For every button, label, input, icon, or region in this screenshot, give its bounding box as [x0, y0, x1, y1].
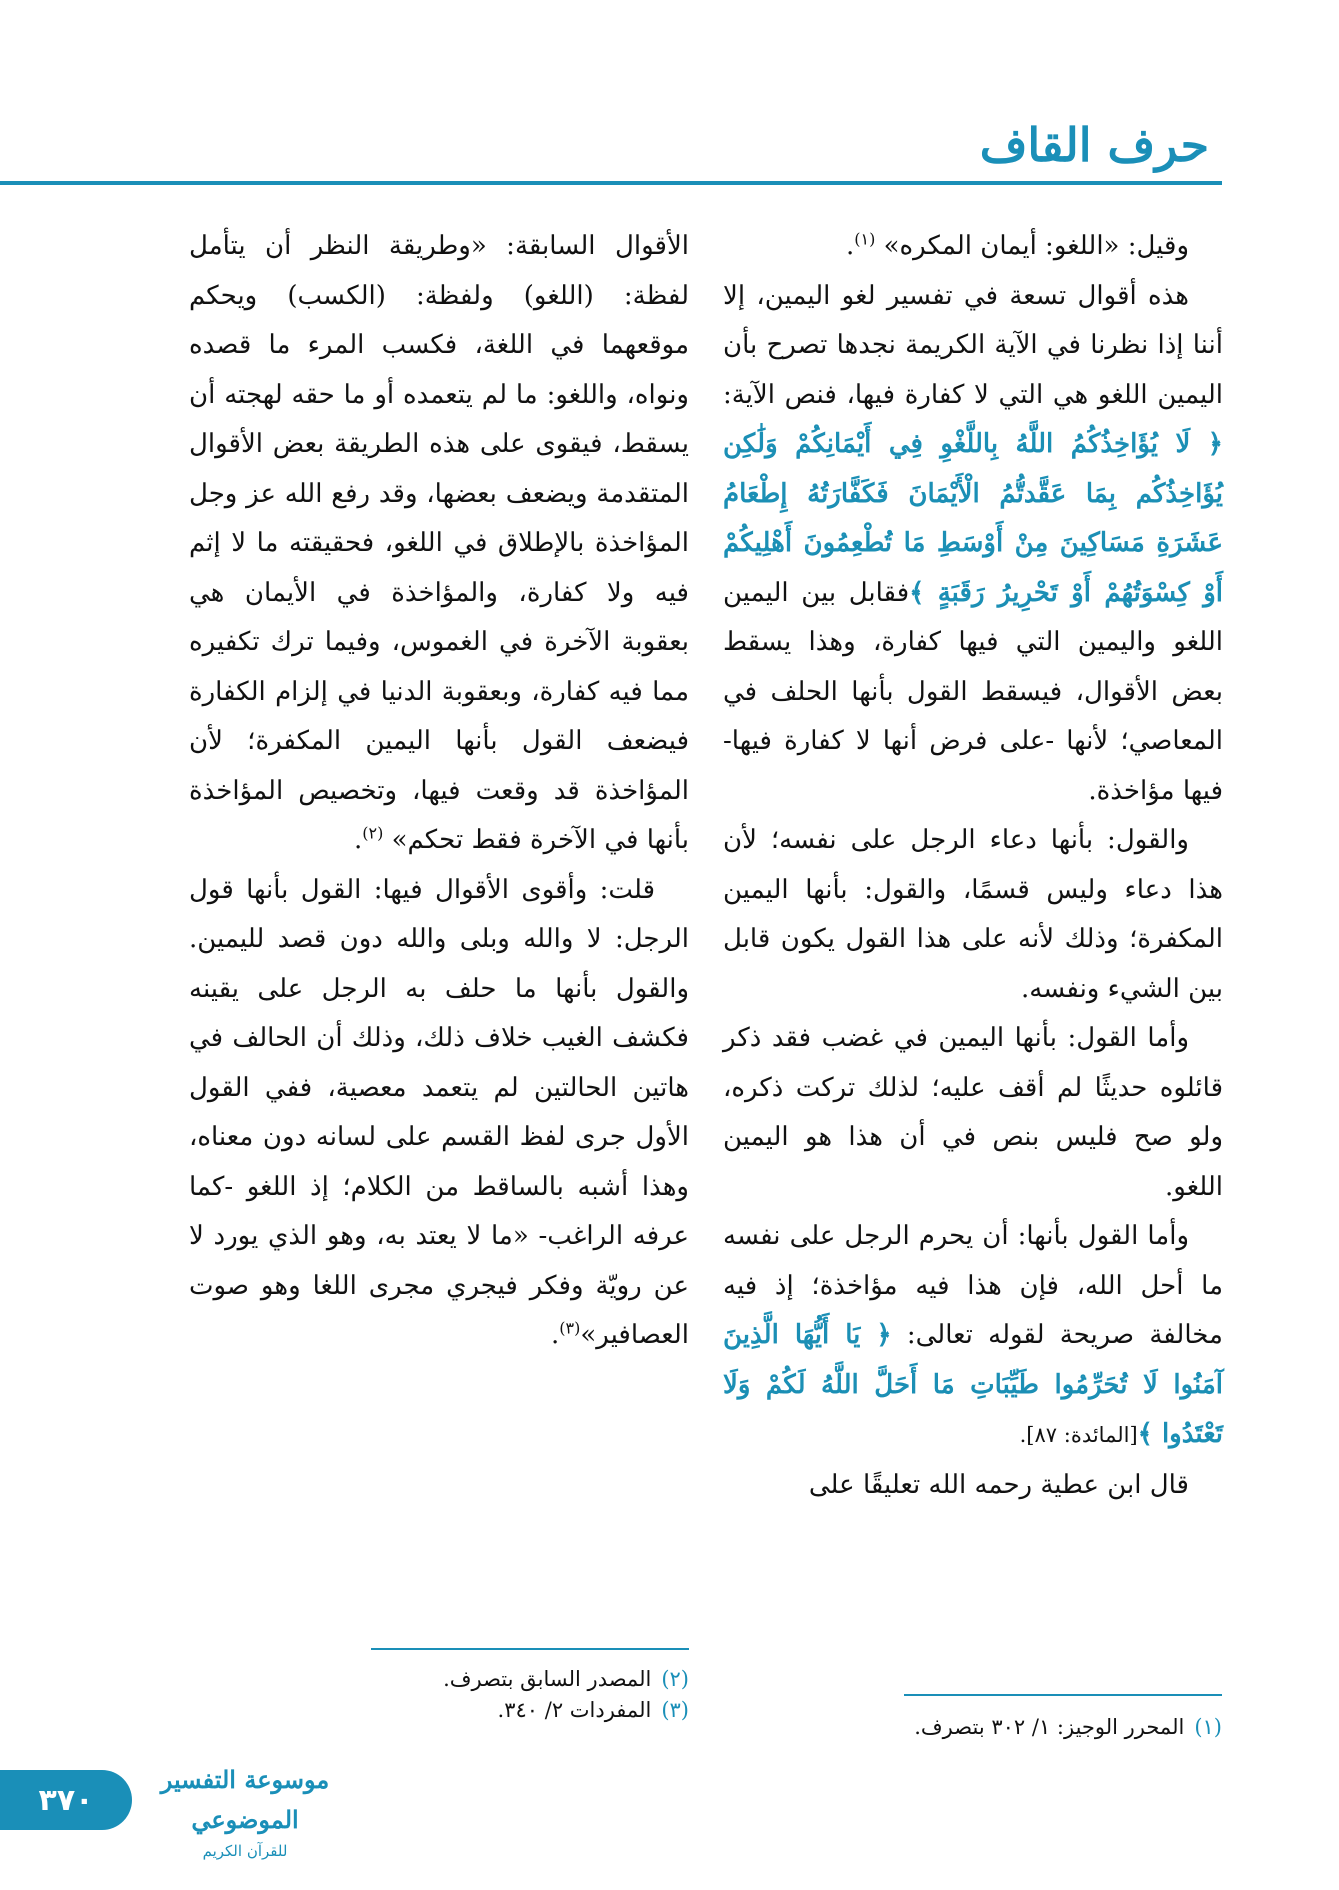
footnote-number: (١)	[1194, 1715, 1222, 1739]
encyclopedia-logo	[150, 1760, 340, 1860]
footnote-number: (٢)	[661, 1667, 689, 1691]
footnote-separator	[904, 1694, 1222, 1696]
punctuation: .	[845, 231, 855, 261]
verse-reference: [المائدة: ٨٧].	[1019, 1423, 1138, 1447]
right-column	[723, 222, 1223, 1510]
logo-title: موسوعة التفسير الموضوعي	[160, 1765, 330, 1834]
footnote-number: (٣)	[661, 1698, 689, 1722]
paragraph-text: وأما القول بأنها: أن يحرم الرجل على نفسه ما أحل الله، فإن هذا فيه مؤاخذة؛ إذ فيه مخالفة صريحة لقوله تعالى:	[723, 1221, 1223, 1350]
footnote-text: المصدر السابق بتصرف.	[443, 1667, 652, 1691]
page-number: ٣٧٠	[0, 1770, 132, 1830]
quran-verse: ﴿ لَا يُؤَاخِذُكُمُ اللَّهُ بِاللَّغْوِ فِي أَيْمَانِكُمْ وَلَٰكِن يُؤَاخِذُكُم بِمَا عَقَّدتُّمُ الْأَيْمَانَ فَكَفَّارَتُهُ إِطْعَامُ عَشَرَةِ مَسَاكِينَ مِنْ أَوْسَطِ مَا تُطْعِمُونَ أَهْلِيكُمْ أَوْ كِسْوَتُهُمْ أَوْ تَحْرِيرُ رَقَبَةٍ ﴾	[723, 429, 1223, 608]
footnote-ref[interactable]: (٣)	[559, 1318, 581, 1338]
punctuation: .	[353, 825, 363, 855]
footnote-ref[interactable]: (١)	[854, 229, 876, 249]
paragraph	[723, 222, 1223, 272]
paragraph: وأما القول: بأنها اليمين في غضب فقد ذكر قائلوه حديثًا لم أقف عليه؛ لذلك تركت ذكره، ولو صح فليس بنص في أن هذا هو اليمين اللغو.	[723, 1023, 1223, 1202]
quran-verse: ﴿ يَا أَيُّهَا الَّذِينَ آمَنُوا لَا تُحَرِّمُوا طَيِّبَاتِ مَا أَحَلَّ اللَّهُ لَكُمْ وَلَا تَعْتَدُوا ﴾	[723, 1320, 1223, 1449]
header-rule	[0, 181, 1222, 185]
paragraph-text: هذه أقوال تسعة في تفسير لغو اليمين، إلا أننا إذا نظرنا في الآية الكريمة نجدها تصرح بأن اليمين اللغو هي التي لا كفارة فيها، فنص الآية:	[723, 280, 1223, 410]
paragraph	[189, 222, 689, 866]
paragraph-text: قلت: وأقوى الأقوال فيها: القول بأنها قول الرجل: لا والله وبلى والله دون قصد لليمين. والقول بأنها ما حلف به الرجل على يقينه فكشف الغيب خلاف ذلك، وذلك أن الحالف في هاتين الحالتين لم يتعمد معصية، ففي القول الأول جرى لفظ القسم على لسانه دون معناه، وهذا أشبه بالساقط من الكلام؛ إذ اللغو -كما عرفه الراغب- «ما لا يعتد به، وهو الذي يورد لا عن رويّة وفكر فيجري مجرى اللغا وهو صوت العصافير»	[189, 874, 689, 1350]
paragraph	[723, 272, 1223, 817]
footnote	[722, 1712, 1222, 1743]
left-column	[189, 222, 689, 1361]
paragraph-text: الأقوال السابقة: «وطريقة النظر أن يتأمل لفظة: (اللغو) ولفظة: (الكسب) ويحكم موقعهما في اللغة، فكسب المرء ما قصده ونواه، واللغو: ما لم يتعمده أو ما حقه لهجته أن يسقط، فيقوى على هذه الطريقة بعض الأقوال المتقدمة ويضعف بعضها، وقد رفع الله عز وجل المؤاخذة بالإطلاق في اللغو، فحقيقته ما لا إثم فيه ولا كفارة، والمؤاخذة في الأيمان هي بعقوبة الآخرة في الغموس، وفيما ترك تكفيره مما فيه كفارة، وبعقوبة الدنيا في إلزام الكفارة فيضعف القول بأنها اليمين المكفرة؛ لأن المؤاخذة قد وقعت فيها، وتخصيص المؤاخذة بأنها في الآخرة فقط تحكم»	[189, 231, 689, 855]
paragraph-text: فقابل بين اليمين اللغو واليمين التي فيها كفارة، وهذا يسقط بعض الأقوال، فيسقط القول بأنها الحلف في المعاصي؛ لأنها -على فرض أنها لا كفارة فيها- فيها مؤاخذة.	[723, 577, 1223, 806]
footnote	[189, 1664, 689, 1695]
paragraph	[189, 866, 689, 1361]
paragraph: والقول: بأنها دعاء الرجل على نفسه؛ لأن هذا دعاء وليس قسمًا، والقول: بأنها اليمين المكفرة؛ وذلك لأنه على هذا القول يكون قابل بين الشيء ونفسه.	[723, 825, 1223, 1004]
footnote-ref[interactable]: (٢)	[362, 823, 384, 843]
paragraph-text: وقيل: «اللغو: أيمان المكره»	[875, 231, 1189, 261]
footnotes-left	[189, 1664, 689, 1726]
footnote-separator	[371, 1648, 689, 1650]
chapter-title: حرف القاف	[979, 118, 1209, 172]
footnotes-right	[722, 1712, 1222, 1743]
punctuation: .	[550, 1320, 560, 1350]
paragraph: قال ابن عطية رحمه الله تعليقًا على	[808, 1469, 1189, 1500]
paragraph	[723, 1212, 1223, 1461]
footnote-text: المفردات ٢/ ٣٤٠.	[497, 1698, 652, 1722]
footnote-text: المحرر الوجيز: ١/ ٣٠٢ بتصرف.	[914, 1715, 1185, 1739]
footnote	[189, 1695, 689, 1726]
logo-subtitle: للقرآن الكريم	[202, 1842, 288, 1860]
